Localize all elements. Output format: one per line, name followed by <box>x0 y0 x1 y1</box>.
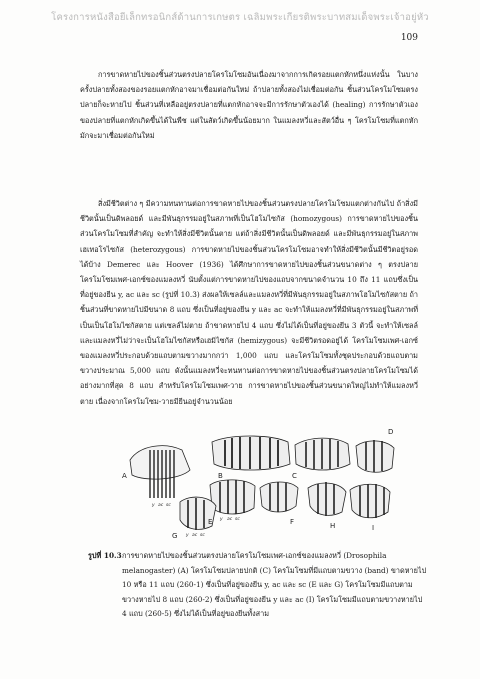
paragraph-2: สิ่งมีชีวิตต่าง ๆ มีความทนทานต่อการขาดหายไปของชิ้นส่วนตรงปลายโครโมโซมแตกต่างกันไป ถ้าสิ่งมีชีวิตนั้นเป็นดิพลอยด์ และมีพันธุกรรมอยู่ในสภาพที่เป็นโฮโมไซกัส (homozygous) การขาดหายไปของชิ้นส่วนโครโมโซมที่สำคัญ จะทำให้สิ่งมีชีวิตนั้นตาย แต่ถ้าสิ่งมีชีวิตนั้นเป็นดิพลอยด์ และมีพันธุกรรมอยู่ในสภาพเฮเทอโรไซกัส (heterozygous) การขาดหายไปของชิ้นส่วนโครโมโซมอาจทำให้สิ่งมีชีวิตนั้นมีชีวิตอยู่รอดได้บ้าง Demerec และ Hoover (1936) ได้ศึกษาการขาดหายไปของชิ้นส่วนขนาดต่าง ๆ ตรงปลายโครโมโซมเพศ-เอกซ์ของแมลงหวี่ นับตั้งแต่การขาดหายไปของแถบจากขนาดจำนวน 10 ถึง 11 แถบซึ่งเป็นที่อยู่ของยีน y, ac และ sc (รูปที่ 10.3) ส่งผลให้เซลล์และแมลงหวี่ที่มีพันธุกรรมอยู่ในสภาพโฮโมไซกัสตาย ถ้าชิ้นส่วนที่ขาดหายไปมีขนาด 8 แถบ ซึ่งเป็นที่อยู่ของยีน y และ ac จะทำให้แมลงหวี่ที่มีพันธุกรรมอยู่ในสภาพที่เป็นเป็นโฮโมไซกัสตาย แต่เซลล์ไม่ตาย ถ้าขาดหายไป 4 แถบ ซึ่งไม่ได้เป็นที่อยู่ของยีน 3 ตัวนี้ จะทำให้เซลล์และแมลงหวี่ไม่ว่าจะเป็นโฮโมไซกัสหรือเฮมิไซกัส (hemizygous) จะมีชีวิตรอดอยู่ได้ โครโมโซมเพศ-เอกซ์ของแมลงหวี่ประกอบด้วยแถบตามขวางมากกว่า 1,000 แถบ และโครโมโซมทั้งชุดประกอบด้วยแถบตามขวางประมาณ 5,000 แถบ ดังนั้นแมลงหวี่จะทนทานต่อการขาดหายไปของชิ้นส่วนตรงปลายโครโมโซมได้อย่างมากที่สุด 8 แถบ สำหรับโครโมโซมเพศ-วาย การขาดหายไปของชิ้นส่วนขนาดใหญ่ไม่ทำให้แมลงหวี่ตาย เนื่องจากโครโมโซม-วายมียีนอยู่จำนวนน้อย <box>80 199 418 406</box>
chromosome-illustration <box>120 420 400 540</box>
chromosome-panel-b <box>212 436 290 470</box>
body-text-block-2 <box>80 196 418 409</box>
panel-label-b: B <box>218 472 223 480</box>
gene-label: y <box>186 533 189 538</box>
gene-label: ac <box>227 517 233 522</box>
panel-label-e: E <box>208 518 213 526</box>
chromosome-panel-d <box>356 440 394 472</box>
gene-label: y <box>152 503 155 508</box>
gene-label: ac <box>192 533 198 538</box>
chromosome-panel-h <box>308 482 346 516</box>
chromosome-panel-e <box>210 480 255 514</box>
caption-label: รูปที่ 10.3 <box>88 551 122 560</box>
gene-label: sc <box>200 533 205 538</box>
chromosome-panel-c <box>295 438 350 470</box>
chromosome-panel-i <box>350 484 390 518</box>
page-number: 109 <box>400 33 418 43</box>
caption-text: การขาดหายไปของชิ้นส่วนตรงปลายโครโมโซมเพศ-เอกซ์ของแมลงหวี่ (Drosophila melanogaster) (A) โครโมโซมปลายปกติ (C) โครโมโซมที่มีแถบตามขวาง (band) ขาดหายไป 10 หรือ 11 แถบ (260-1) ซึ่งเป็นที่อยู่ของยีน y, ac และ sc (E และ G) โครโมโซมมีแถบตามขวางหายไป 8 แถบ (260-2) ซึ่งเป็นที่อยู่ของยีน y และ ac (I) โครโมโซมมีแถบตามขวางหายไป 4 แถบ (260-5) ซึ่งไม่ได้เป็นที่อยู่ของยีนทั้งสาม <box>122 551 427 619</box>
gene-label: sc <box>235 517 240 522</box>
chromosome-panel-f <box>260 482 298 512</box>
panel-label-c: C <box>292 472 297 480</box>
gene-label: ac <box>158 503 164 508</box>
panel-label-f: F <box>290 518 295 526</box>
gene-label: sc <box>166 503 171 508</box>
chromosome-panel-a <box>130 446 190 498</box>
panel-label-a: A <box>122 472 127 480</box>
panel-label-h: H <box>330 522 336 530</box>
paragraph-1: การขาดหายไปของชิ้นส่วนตรงปลายโครโมโซมอันเนื่องมาจากการเกิดรอยแตกหักหนึ่งแห่งนั้น ในบางครั้งปลายทั้งสองของรอยแตกหักอาจมาเชื่อมต่อกันใหม่ ถ้าปลายทั้งสองไม่เชื่อมต่อกัน ชิ้นส่วนโครโมโซมตรงปลายก็จะหายไป ชิ้นส่วนที่เหลืออยู่ตรงปลายที่แตกหักอาจจะมีการรักษาตัวเองได้ (healing) การรักษาตัวเองของปลายที่แตกหักเกิดขึ้นได้ในพืช แต่ในสัตว์เกิดขึ้นน้อยมาก ในแมลงหวี่และสัตว์อื่น ๆ โครโมโซมที่แตกหักมักจะมาเชื่อมต่อกันใหม่ <box>80 70 418 140</box>
panel-label-d: D <box>388 428 394 436</box>
chromosome-figure <box>120 420 400 540</box>
panel-label-g: G <box>172 532 178 540</box>
panel-label-i: I <box>372 524 375 532</box>
running-header: โครงการหนังสือยีเล็กทรอนิกส์ด้านการเกษตร เฉลิมพระเกียรติพระบาทสมเด็จพระเจ้าอยู่หัว <box>51 12 429 23</box>
figure-caption <box>88 549 428 622</box>
gene-label: y <box>220 517 223 522</box>
